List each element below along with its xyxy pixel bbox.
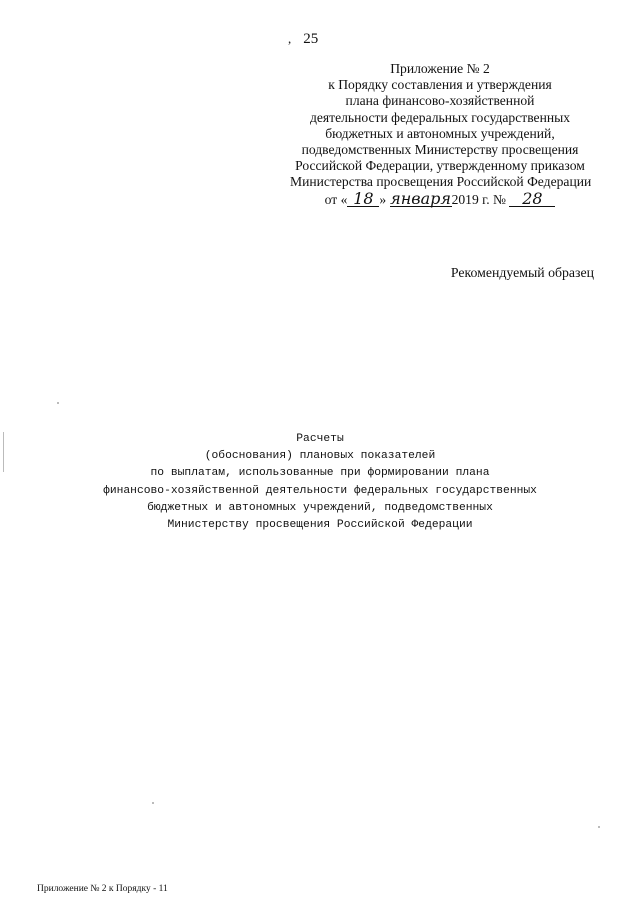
appendix-line-3: плана финансово-хозяйственной bbox=[345, 93, 535, 109]
appendix-line-1: Приложение № 2 bbox=[390, 61, 490, 76]
appendix-line-5: бюджетных и автономных учреждений, bbox=[325, 125, 555, 141]
page-number-mark: , bbox=[288, 31, 292, 46]
appendix-line-4: деятельности федеральных государственных bbox=[309, 109, 571, 125]
scan-artifact-dot-3 bbox=[598, 826, 600, 828]
date-month-handwritten: января bbox=[390, 188, 451, 208]
title-line-6: Министерству просвещения Российской Федерации bbox=[167, 519, 473, 532]
title-line-2: (обоснования) плановых показателей bbox=[204, 450, 436, 463]
title-line-4: финансово-хозяйственной деятельности федеральных государственных bbox=[103, 484, 537, 497]
title-line-5: бюджетных и автономных учреждений, подведомственных bbox=[147, 501, 493, 514]
page-footer: Приложение № 2 к Порядку - 11 bbox=[37, 884, 168, 894]
order-number-handwritten: 28 bbox=[509, 191, 555, 207]
document-title bbox=[60, 431, 580, 534]
scan-artifact-dot-2 bbox=[152, 802, 154, 804]
appendix-line-6: подведомственных Министерству просвещения bbox=[301, 142, 579, 158]
date-day-handwritten: 18 bbox=[347, 191, 379, 207]
appendix-line-7: Российской Федерации, утвержденному приказом bbox=[295, 158, 585, 174]
appendix-date-line bbox=[290, 188, 590, 208]
scan-artifact-dot-1 bbox=[57, 402, 59, 404]
title-line-1: Расчеты bbox=[296, 433, 344, 445]
appendix-line-2: к Порядку составления и утверждения bbox=[328, 77, 552, 93]
scan-artifact-left bbox=[3, 432, 4, 472]
page-number bbox=[288, 31, 318, 48]
date-year-text: 2019 г. № bbox=[451, 191, 506, 207]
date-mid: » bbox=[379, 191, 387, 207]
recommended-sample-label: Рекомендуемый образец bbox=[450, 265, 594, 280]
page-number-value: 25 bbox=[303, 31, 319, 47]
appendix-header bbox=[290, 61, 590, 208]
appendix-line-8: Министерства просвещения Российской Федерации bbox=[290, 174, 592, 190]
title-line-3: по выплатам, использованные при формировании плана bbox=[150, 467, 490, 480]
date-prefix: от « bbox=[324, 191, 348, 207]
